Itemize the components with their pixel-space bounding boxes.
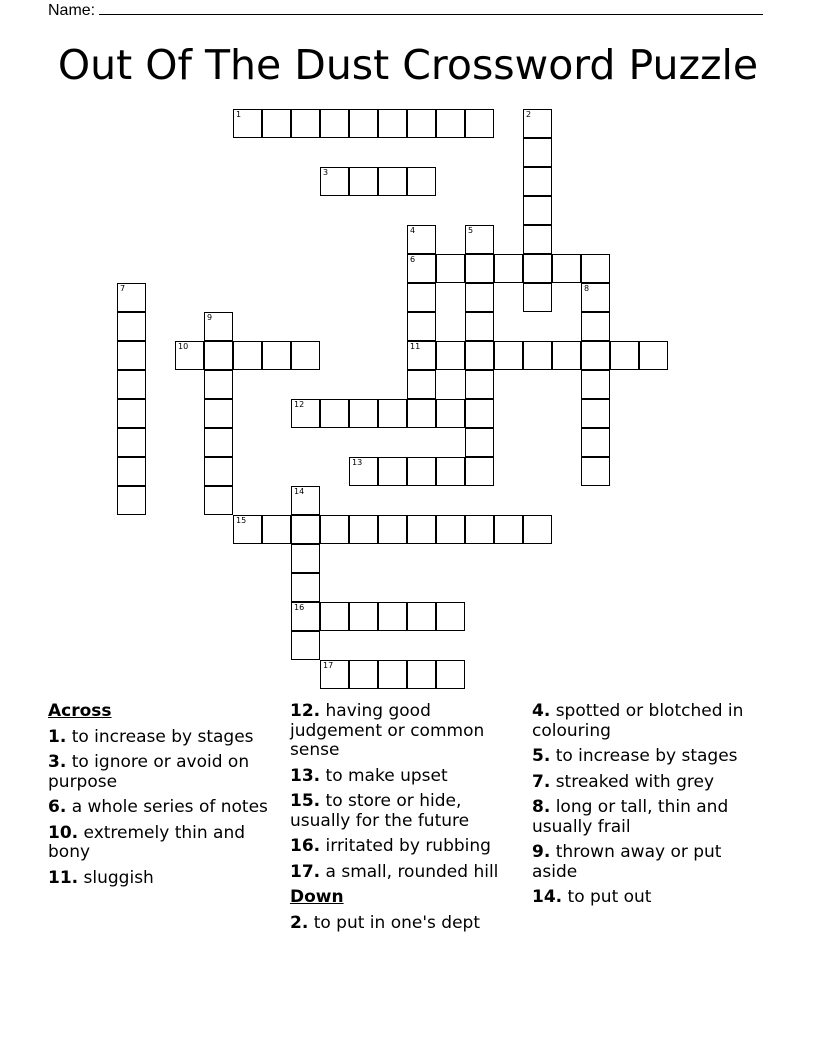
crossword-cell[interactable] (262, 515, 291, 544)
crossword-cell[interactable] (494, 254, 523, 283)
crossword-cell[interactable] (117, 341, 146, 370)
crossword-cell[interactable] (407, 660, 436, 689)
crossword-cell[interactable] (523, 196, 552, 225)
crossword-cell[interactable] (407, 225, 436, 254)
down-heading: Down (290, 887, 344, 907)
clue-number: 14 (294, 487, 305, 496)
crossword-cell[interactable] (465, 399, 494, 428)
crossword-cell[interactable] (407, 167, 436, 196)
crossword-cell[interactable] (117, 370, 146, 399)
crossword-cell[interactable] (349, 167, 378, 196)
crossword-cell[interactable] (378, 515, 407, 544)
crossword-cell[interactable] (320, 399, 349, 428)
clue-number: 7 (120, 284, 126, 293)
crossword-cell[interactable] (204, 457, 233, 486)
clue-across-13: 13. to make upset (290, 765, 448, 786)
crossword-cell[interactable] (349, 660, 378, 689)
crossword-cell[interactable] (407, 399, 436, 428)
crossword-cell[interactable] (523, 138, 552, 167)
crossword-cell[interactable] (407, 457, 436, 486)
clue-across-3: 3. to ignore or avoid on purpose (48, 752, 250, 792)
crossword-cell[interactable] (523, 341, 552, 370)
crossword-cell[interactable] (349, 457, 378, 486)
clue-number: 10 (178, 342, 189, 351)
clue-down-4: 4. spotted or blotched in colouring (532, 701, 744, 741)
crossword-cell[interactable] (436, 602, 465, 631)
crossword-cell[interactable] (465, 515, 494, 544)
crossword-cell[interactable] (523, 283, 552, 312)
crossword-cell[interactable] (378, 167, 407, 196)
clue-down-7: 7. streaked with grey (532, 771, 715, 792)
crossword-cell[interactable] (436, 399, 465, 428)
crossword-cell[interactable] (349, 602, 378, 631)
across-heading: Across (48, 701, 112, 721)
crossword-cell[interactable] (407, 370, 436, 399)
crossword-cell[interactable] (320, 602, 349, 631)
crossword-cell[interactable] (581, 283, 610, 312)
crossword-cell[interactable] (117, 283, 146, 312)
clues-column-3 (532, 702, 764, 914)
crossword-cell[interactable] (233, 341, 262, 370)
crossword-cell[interactable] (378, 660, 407, 689)
crossword-cell[interactable] (407, 312, 436, 341)
clue-number: 4 (410, 226, 416, 235)
crossword-cell[interactable] (465, 341, 494, 370)
crossword-cell[interactable] (117, 312, 146, 341)
page-title: Out Of The Dust Crossword Puzzle (57, 41, 759, 89)
clue-number: 6 (410, 255, 416, 264)
crossword-cell[interactable] (291, 544, 320, 573)
crossword-cell[interactable] (291, 341, 320, 370)
crossword-cell[interactable] (610, 341, 639, 370)
crossword-cell[interactable] (436, 660, 465, 689)
crossword-cell[interactable] (378, 399, 407, 428)
crossword-cell[interactable] (204, 399, 233, 428)
crossword-cell[interactable] (523, 225, 552, 254)
crossword-cell[interactable] (523, 254, 552, 283)
clue-across-1: 1. to increase by stages (48, 726, 254, 747)
crossword-cell[interactable] (465, 283, 494, 312)
clue-number: 11 (410, 342, 421, 351)
crossword-cell[interactable] (436, 109, 465, 138)
crossword-cell[interactable] (407, 254, 436, 283)
crossword-cell[interactable] (494, 515, 523, 544)
crossword-cell[interactable] (465, 457, 494, 486)
crossword-cell[interactable] (465, 370, 494, 399)
clue-number: 8 (584, 284, 590, 293)
crossword-cell[interactable] (204, 428, 233, 457)
clue-down-9: 9. thrown away or put aside (532, 842, 722, 882)
crossword-cell[interactable] (233, 515, 262, 544)
crossword-cell[interactable] (581, 312, 610, 341)
clue-across-17: 17. a small, rounded hill (290, 861, 499, 882)
clue-down-2: 2. to put in one's dept (290, 912, 480, 933)
clue-down-8: 8. long or tall, thin and usually frail (532, 797, 729, 837)
crossword-cell[interactable] (436, 254, 465, 283)
clue-down-5: 5. to increase by stages (532, 746, 738, 766)
clue-number: 16 (294, 603, 305, 612)
crossword-cell[interactable] (639, 341, 668, 370)
crossword-cell[interactable] (320, 167, 349, 196)
crossword-cell[interactable] (378, 109, 407, 138)
crossword-cell[interactable] (117, 486, 146, 515)
clue-across-6: 6. a whole series of notes (48, 797, 268, 817)
crossword-cell[interactable] (465, 225, 494, 254)
clue-number: 1 (236, 110, 242, 119)
crossword-cell[interactable] (407, 602, 436, 631)
crossword-cell[interactable] (407, 109, 436, 138)
crossword-cell[interactable] (581, 370, 610, 399)
crossword-cell[interactable] (204, 312, 233, 341)
crossword-cell[interactable] (465, 428, 494, 457)
clues-column-2 (290, 702, 522, 939)
crossword-cell[interactable] (581, 399, 610, 428)
crossword-cell[interactable] (581, 254, 610, 283)
clue-number: 15 (236, 516, 247, 525)
crossword-cell[interactable] (581, 341, 610, 370)
crossword-cell[interactable] (465, 312, 494, 341)
name-label: Name: (48, 2, 96, 19)
crossword-cell[interactable] (581, 428, 610, 457)
crossword-cell[interactable] (349, 399, 378, 428)
crossword-cell[interactable] (291, 399, 320, 428)
crossword-cell[interactable] (581, 457, 610, 486)
crossword-cell[interactable] (204, 341, 233, 370)
crossword-cell[interactable] (378, 457, 407, 486)
crossword-cell[interactable] (291, 109, 320, 138)
crossword-cell[interactable] (552, 341, 581, 370)
crossword-cell[interactable] (320, 660, 349, 689)
crossword-cell[interactable] (436, 515, 465, 544)
crossword-cell[interactable] (552, 254, 581, 283)
clue-number: 13 (352, 458, 363, 467)
crossword-cell[interactable] (291, 602, 320, 631)
crossword-cell[interactable] (262, 341, 291, 370)
crossword-cell[interactable] (291, 631, 320, 660)
crossword-cell[interactable] (320, 109, 349, 138)
crossword-cell[interactable] (320, 515, 349, 544)
crossword-cell[interactable] (291, 486, 320, 515)
clue-across-15: 15. to store or hide, usually for the future (290, 791, 470, 831)
clue-across-11: 11. sluggish (48, 867, 154, 888)
crossword-cell[interactable] (436, 341, 465, 370)
crossword-cell[interactable] (117, 457, 146, 486)
crossword-cell[interactable] (349, 515, 378, 544)
clue-number: 5 (468, 226, 474, 235)
clue-number: 17 (323, 661, 334, 670)
crossword-cell[interactable] (117, 428, 146, 457)
crossword-cell[interactable] (465, 254, 494, 283)
clue-across-12: 12. having good judgement or common sense (290, 701, 485, 760)
crossword-cell[interactable] (175, 341, 204, 370)
crossword-cell[interactable] (407, 283, 436, 312)
crossword-cell[interactable] (291, 573, 320, 602)
crossword-cell[interactable] (465, 109, 494, 138)
crossword-cell[interactable] (523, 167, 552, 196)
crossword-cell[interactable] (204, 486, 233, 515)
clues-column-1 (48, 702, 280, 894)
clue-number: 3 (323, 168, 329, 177)
clue-down-14: 14. to put out (532, 887, 652, 907)
crossword-cell[interactable] (494, 341, 523, 370)
crossword-cell[interactable] (407, 341, 436, 370)
clue-across-10: 10. extremely thin and bony (48, 822, 246, 862)
crossword-cell[interactable] (204, 370, 233, 399)
crossword-cell[interactable] (436, 457, 465, 486)
clue-number: 9 (207, 313, 213, 322)
crossword-cell[interactable] (117, 399, 146, 428)
crossword-cell[interactable] (378, 602, 407, 631)
crossword-cell[interactable] (233, 109, 262, 138)
clue-number: 12 (294, 400, 305, 409)
crossword-cell[interactable] (291, 515, 320, 544)
crossword-cell[interactable] (523, 109, 552, 138)
clue-across-16: 16. irritated by rubbing (290, 836, 491, 856)
crossword-cell[interactable] (523, 515, 552, 544)
crossword-cell[interactable] (349, 109, 378, 138)
crossword-cell[interactable] (262, 109, 291, 138)
crossword-cell[interactable] (407, 515, 436, 544)
clue-number: 2 (526, 110, 532, 119)
